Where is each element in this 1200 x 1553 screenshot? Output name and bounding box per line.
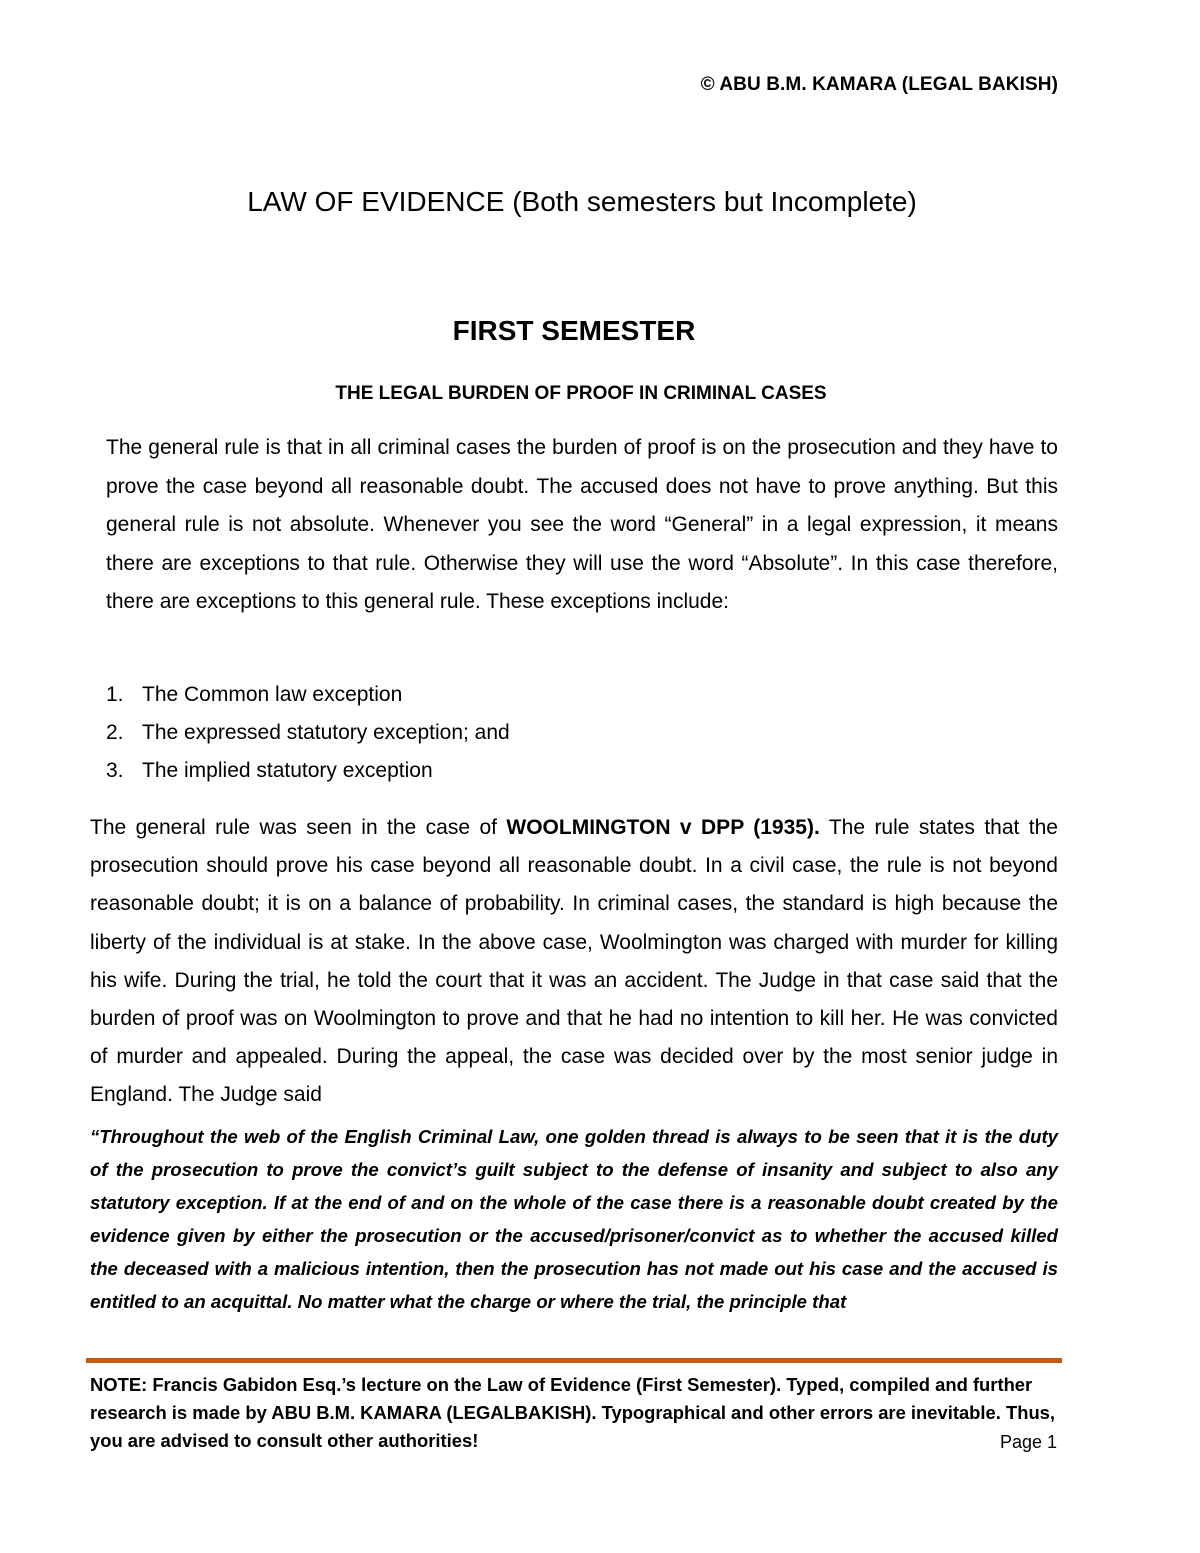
semester-heading: FIRST SEMESTER xyxy=(452,315,696,346)
exceptions-list xyxy=(106,676,1006,790)
paragraph-woolmington-intro: The general rule was seen in the case of xyxy=(90,816,507,839)
list-item-number: 1. xyxy=(106,683,124,706)
judge-quote: “Throughout the web of the English Criminal Law, one golden thread is always to be seen that it is the duty of the prosecution to prove the convict’s guilt subject to the defense of insanity and subject to also any statutory exception. If at the end of and on the whole of the case there is a reasonable doubt created by the evidence given by either the prosecution or the accused/prisoner/convict as to whether the accused killed the deceased with a malicious intention, then the prosecution has not made out his case and the accused is entitled to an acquittal. No matter what the charge or where the trial, the principle that xyxy=(90,1126,1058,1313)
list-item-text: The implied statutory exception xyxy=(142,759,433,782)
case-name: WOOLMINGTON v DPP (1935). xyxy=(506,816,820,839)
list-item xyxy=(106,752,1006,790)
list-item-text: The Common law exception xyxy=(142,683,403,706)
paragraph-woolmington xyxy=(90,809,1058,1115)
paragraph-general-rule: The general rule is that in all criminal cases the burden of proof is on the prosecution and they have to prove the case beyond all reasonable doubt. The accused does not have to prove anything. But this general rule is not absolute. Whenever you see the word “General” in a legal expression, it means there are exceptions to that rule. Otherwise they will use the word “Absolute”. In this case therefore, there are exceptions to this general rule. These exceptions include: xyxy=(106,436,1058,614)
list-item xyxy=(106,714,1006,752)
paragraph-woolmington-body: The rule states that the prosecution should prove his case beyond all reasonable doubt. In a civil case, the rule is not beyond reasonable doubt; it is on a balance of probability. In criminal cases, the standard is high because the liberty of the individual is at stake. In the above case, Woolmington was charged with murder for killing his wife. During the trial, he told the court that it was an accident. The Judge in that case said that the burden of proof was on Woolmington to prove and that he had no intention to kill her. He was convicted of murder and appealed. During the appeal, the case was decided over by the most senior judge in England. The Judge said xyxy=(90,816,1058,1107)
document-title xyxy=(0,186,1200,218)
list-item-number: 3. xyxy=(106,759,124,782)
list-item-text: The expressed statutory exception; and xyxy=(142,721,510,744)
list-item xyxy=(106,676,1006,714)
section-heading: THE LEGAL BURDEN OF PROOF IN CRIMINAL CASES xyxy=(335,383,827,404)
footer-divider xyxy=(86,1358,1062,1363)
footer-note xyxy=(90,1371,1060,1455)
list-item-number: 2. xyxy=(106,721,124,744)
page-number: Page 1 xyxy=(999,1432,1057,1452)
note-text: Francis Gabidon Esq.’s lecture on the Law of Evidence (First Semester). Typed, compiled and further research is made by ABU B.M. KAMARA (LEGALBAKISH). Typographical and other errors are inevitable. Thus, you are advised to consult other authorities! xyxy=(90,1374,1056,1451)
copyright-header: © ABU B.M. KAMARA (LEGAL BAKISH) xyxy=(700,74,1058,95)
note-label: NOTE: xyxy=(90,1374,148,1395)
document-title-text: LAW OF EVIDENCE (Both semesters but Incomplete) xyxy=(247,186,917,217)
